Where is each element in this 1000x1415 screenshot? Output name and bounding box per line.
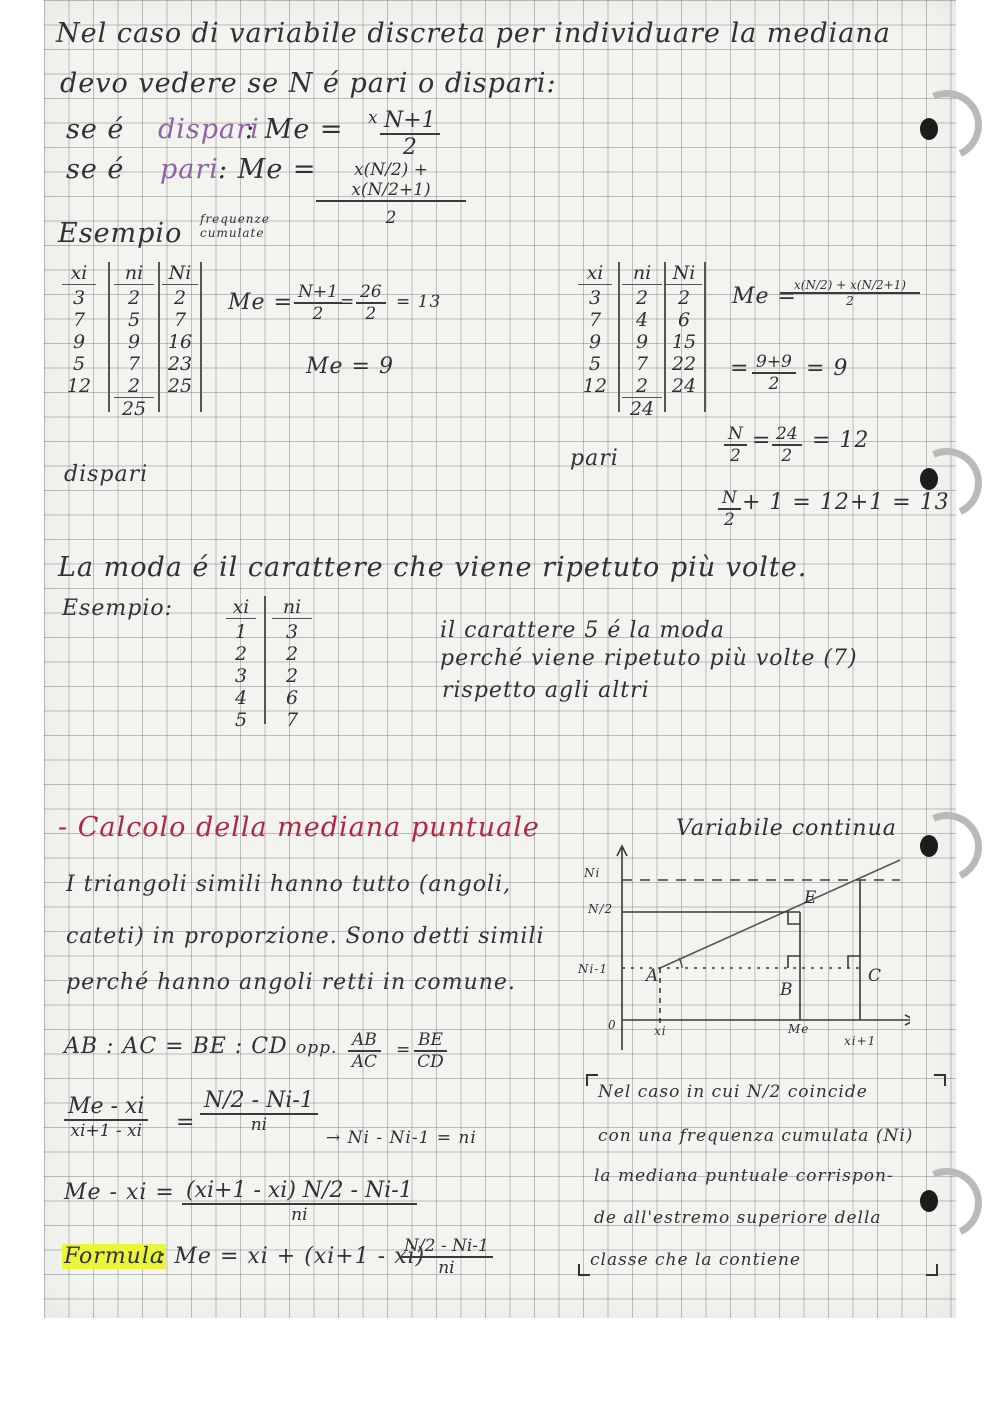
ex2-Ni: 24: [671, 375, 697, 397]
odd-formula: : Me =: [245, 114, 344, 145]
intro-line-1: Nel caso di variabile discreta per individuare la mediana: [56, 18, 891, 49]
ex1-xi: 5: [72, 353, 86, 375]
moda-col-xi: [226, 596, 256, 731]
note-box-corner-bl: [578, 1264, 590, 1276]
ex2-col-xi: [578, 262, 612, 397]
ex2-calc-num: 9+9: [752, 352, 796, 374]
moda-definition: La moda é il carattere che viene ripetuto più volte.: [58, 552, 808, 583]
ex1-xi: 9: [72, 331, 86, 353]
ex2-total: 24: [629, 398, 655, 420]
ex2-xi: 5: [588, 353, 602, 375]
formula-highlight: Formula: [64, 1244, 165, 1269]
ex2-ni: 2: [635, 287, 649, 309]
eq1-left-frac: [64, 1094, 148, 1141]
triangles-p1: I triangoli simili hanno tutto (angoli,: [66, 872, 512, 897]
graph-point-E: E: [804, 888, 818, 908]
prop-frac-2: [414, 1030, 447, 1072]
moda-note-1: il carattere 5 é la moda: [440, 618, 725, 643]
ex1-calc-mid: =: [340, 292, 356, 312]
graph-label-origin: 0: [608, 1018, 617, 1032]
odd-fraction-num: N+1: [380, 108, 440, 135]
ex1-divider: [200, 262, 202, 412]
proportion-opp: opp.: [296, 1038, 338, 1058]
eq1-right-frac: [200, 1088, 318, 1135]
ex2-calc-frac: [752, 352, 796, 394]
moda-xi: 2: [234, 643, 248, 665]
even-fraction: [316, 160, 466, 228]
note-line-3: la mediana puntuale corrispon-: [594, 1166, 894, 1186]
ex2-n2p1-rest: + 1 = 12+1 = 13: [742, 490, 950, 515]
even-fraction-num: x(N/2) + x(N/2+1): [316, 160, 466, 202]
ex2-ni: 7: [635, 353, 649, 375]
eq1-right-num: N/2 - Ni-1: [200, 1088, 318, 1115]
eq2-den: ni: [291, 1205, 308, 1225]
moda-xi: 4: [234, 687, 248, 709]
ex2-calc-eq: =: [730, 356, 750, 381]
ex2-ni: 9: [635, 331, 649, 353]
ex1-col-Ni: [162, 262, 198, 397]
graph-label-N2: N/2: [588, 902, 614, 916]
eq1-left-num: Me - xi: [64, 1094, 148, 1121]
ex1-col-ni: [114, 262, 154, 420]
formula-num: N/2 - Ni-1: [400, 1236, 493, 1258]
ex2-divider: [618, 262, 620, 412]
ex1-xi: 12: [66, 375, 92, 397]
graph-label-Ni1: Ni-1: [578, 962, 609, 976]
ex2-n2-frac2: [772, 424, 802, 466]
ex1-calc-res: = 13: [396, 292, 442, 312]
triangles-p3: perché hanno angoli retti in comune.: [66, 970, 516, 995]
ex2-header-Ni: Ni: [666, 262, 702, 285]
graph-label-xi: xi: [654, 1024, 667, 1038]
ex2-col-ni: [622, 262, 662, 420]
moda-xi: 5: [234, 709, 248, 731]
eq1-right-den: ni: [250, 1115, 268, 1135]
moda-divider: [264, 596, 266, 724]
graph-label-xi1: xi+1: [844, 1034, 877, 1048]
eq1-note: → Ni - Ni-1 = ni: [326, 1128, 477, 1148]
formula-text: : Me = xi + (xi+1 - xi): [158, 1244, 426, 1269]
formula-den: ni: [438, 1258, 455, 1278]
odd-word: dispari: [158, 114, 260, 145]
formula-frac: [400, 1236, 493, 1278]
ex2-n2-res: = 12: [812, 428, 870, 453]
formula-label: [62, 1244, 166, 1269]
moda-ni: 3: [285, 621, 299, 643]
section-title: - Calcolo della mediana puntuale: [58, 812, 540, 843]
binder-hole: [920, 468, 938, 490]
even-label: se é: [66, 154, 125, 185]
graph-point-C: C: [868, 966, 883, 986]
even-word: pari: [160, 154, 219, 185]
ex1-header-Ni: Ni: [162, 262, 198, 285]
ex1-total: 25: [121, 398, 147, 420]
moda-xi: 3: [234, 665, 248, 687]
ex1-parity: dispari: [64, 462, 149, 487]
ex1-ni: 2: [127, 287, 141, 309]
ex1-Ni: 25: [167, 375, 193, 397]
ex1-col-xi: [62, 262, 96, 397]
median-graph: [570, 840, 910, 1060]
moda-ni: 7: [285, 709, 299, 731]
ex1-result: Me = 9: [306, 354, 394, 379]
note-box-corner-tr: [934, 1074, 946, 1086]
ex2-formula-frac: [780, 278, 920, 308]
ex1-header-ni: ni: [114, 262, 154, 285]
ex2-n2p1-den: 2: [724, 510, 735, 530]
ex2-n2-num: N: [724, 424, 747, 446]
ex2-header-xi: xi: [578, 262, 612, 285]
moda-ni: 2: [285, 643, 299, 665]
ex2-Ni: 22: [671, 353, 697, 375]
ex2-formula-prefix: Me =: [732, 284, 797, 309]
ex2-divider: [704, 262, 706, 412]
graph-angle-C: [848, 956, 860, 968]
prop-eq: =: [396, 1040, 412, 1060]
ex1-divider: [158, 262, 160, 412]
graph-angle-B: [788, 956, 800, 968]
ex2-n2-den2: 2: [781, 446, 793, 466]
ex1-calc-num: N+1: [294, 282, 342, 304]
note-box-corner-tl: [586, 1074, 598, 1086]
ex1-ni: 7: [127, 353, 141, 375]
odd-label: se é: [66, 114, 125, 145]
ex2-parity: pari: [570, 446, 619, 471]
ex1-ni: 9: [127, 331, 141, 353]
ex2-xi: 9: [588, 331, 602, 353]
note-box-corner-br: [926, 1264, 938, 1276]
ex1-calc-frac2: [356, 282, 386, 324]
ex2-calc-den: 2: [768, 374, 780, 394]
odd-fraction-den: 2: [402, 135, 417, 160]
section-subtitle: Variabile continua: [676, 816, 897, 841]
intro-line-2: devo vedere se N é pari o dispari:: [60, 68, 557, 99]
graph-angle-E: [788, 912, 800, 924]
ex2-formula-den: 2: [846, 294, 854, 308]
moda-xi: 1: [234, 621, 248, 643]
ex1-Ni: 7: [173, 309, 187, 331]
note-line-1: Nel caso in cui N/2 coincide: [598, 1082, 868, 1102]
moda-ni: 6: [285, 687, 299, 709]
note-line-2: con una frequenza cumulata (Ni): [598, 1126, 914, 1146]
prop-frac-1-den: AC: [351, 1052, 378, 1072]
graph-ogive-line: [660, 860, 900, 968]
ex2-formula-num: x(N/2) + x(N/2+1): [780, 278, 920, 294]
ex1-Ni: 23: [167, 353, 193, 375]
ex1-Ni: 16: [167, 331, 193, 353]
ex2-Ni: 15: [671, 331, 697, 353]
ex1-divider: [108, 262, 110, 412]
ex2-xi: 3: [588, 287, 602, 309]
moda-ni: 2: [285, 665, 299, 687]
prop-frac-2-num: BE: [414, 1030, 447, 1052]
ex2-Ni: 2: [677, 287, 691, 309]
graph-point-B: B: [780, 980, 794, 1000]
ex1-xi: 7: [72, 309, 86, 331]
ex1-ni: 2: [114, 375, 154, 398]
triangles-p2: cateti) in proporzione. Sono detti simili: [66, 924, 545, 949]
binder-hole: [920, 835, 938, 857]
ex1-calc-frac: [294, 282, 342, 324]
ex2-col-Ni: [666, 262, 702, 397]
odd-fraction: [380, 108, 440, 160]
ex2-xi: 7: [588, 309, 602, 331]
ex1-calc-den: 2: [312, 304, 324, 324]
proportion: AB : AC = BE : CD: [64, 1034, 288, 1059]
ex2-ni: 2: [622, 375, 662, 398]
graph-label-Me: Me: [788, 1022, 810, 1036]
graph-point-A: A: [646, 966, 660, 986]
ex1-calc-num2: 26: [356, 282, 386, 304]
even-formula: : Me =: [218, 154, 317, 185]
ex2-header-ni: ni: [622, 262, 662, 285]
ex1-xi: 3: [72, 287, 86, 309]
moda-col-ni: [272, 596, 312, 731]
eq1-left-den: xi+1 - xi: [70, 1121, 143, 1141]
ex1-header-xi: xi: [62, 262, 96, 285]
eq2-left: Me - xi =: [64, 1180, 175, 1205]
note-line-5: classe che la contiene: [590, 1250, 801, 1270]
prop-frac-2-den: CD: [417, 1052, 444, 1072]
ex2-n2-den: 2: [730, 446, 741, 466]
eq2-num: (xi+1 - xi) N/2 - Ni-1: [182, 1178, 417, 1205]
ex2-ni: 4: [635, 309, 649, 331]
ex2-xi: 12: [582, 375, 608, 397]
even-fraction-den: 2: [385, 208, 397, 228]
ex2-n2-frac: [724, 424, 747, 466]
moda-header-ni: ni: [272, 596, 312, 619]
ex1-calc-prefix: Me =: [228, 290, 293, 315]
prop-frac-1: [348, 1030, 381, 1072]
ex2-n2p1-num: N: [718, 488, 741, 510]
eq2-frac: [182, 1178, 417, 1225]
binder-hole: [920, 1190, 938, 1212]
graph-angle-A: [679, 958, 682, 968]
example1-label: Esempio: [58, 218, 183, 249]
ex1-ni: 5: [127, 309, 141, 331]
binder-hole: [920, 118, 938, 140]
note-line-4: de all'estremo superiore della: [594, 1208, 882, 1228]
graph-label-Ni: Ni: [584, 866, 601, 880]
ex2-calc-res: = 9: [806, 356, 849, 381]
ex2-Ni: 6: [677, 309, 691, 331]
ex1-calc-den2: 2: [365, 304, 377, 324]
moda-note-3: rispetto agli altri: [442, 678, 650, 703]
odd-sub: x: [368, 108, 379, 128]
cumulative-annotation: frequenze cumulate: [200, 212, 270, 240]
ex2-n2p1-frac: [718, 488, 741, 530]
moda-note-2: perché viene ripetuto più volte (7): [440, 646, 858, 671]
ex2-n2-eq: =: [752, 428, 772, 453]
prop-frac-1-num: AB: [348, 1030, 381, 1052]
ex2-n2-num2: 24: [772, 424, 802, 446]
ex1-Ni: 2: [173, 287, 187, 309]
eq1-eq: =: [176, 1110, 196, 1135]
moda-example-label: Esempio:: [62, 596, 174, 621]
moda-header-xi: xi: [226, 596, 256, 619]
